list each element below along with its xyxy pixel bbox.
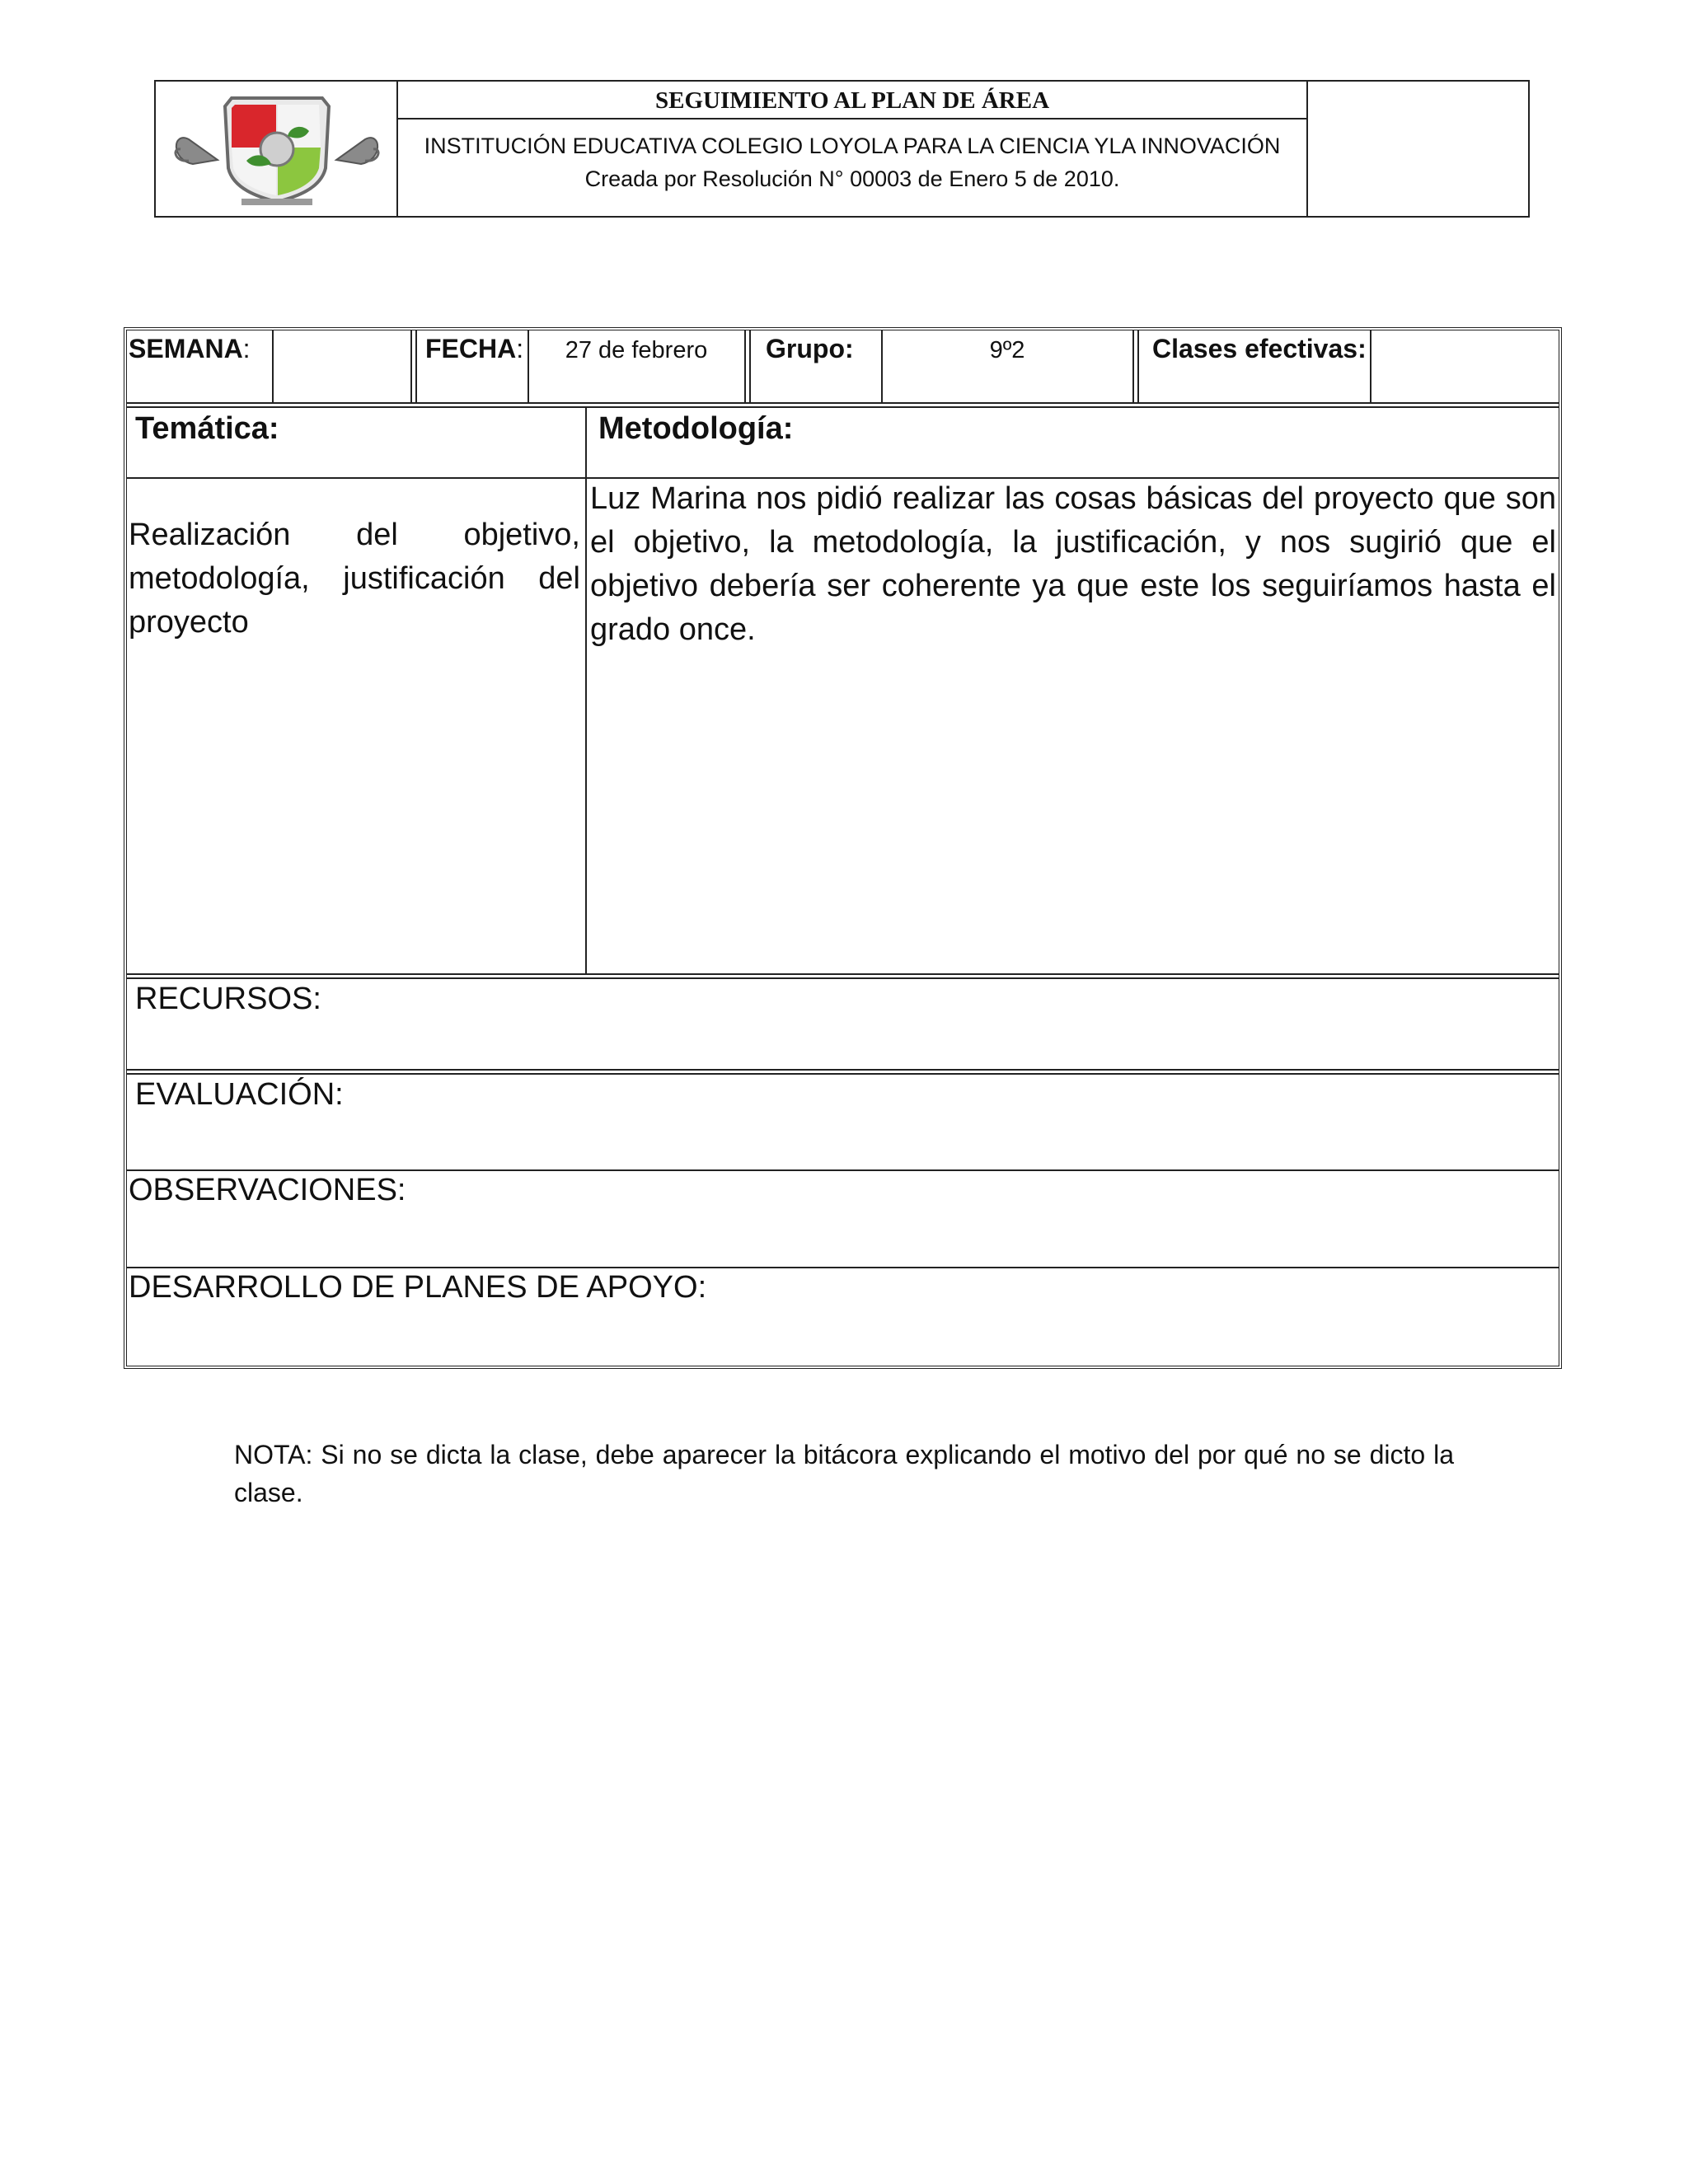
recursos-label: RECURSOS:: [135, 982, 321, 1016]
school-crest-icon: [156, 82, 398, 216]
metodologia-label: Metodología:: [598, 411, 794, 446]
observaciones-label: OBSERVACIONES:: [129, 1173, 406, 1207]
desarrollo-planes-label: DESARROLLO DE PLANES DE APOYO:: [129, 1270, 707, 1305]
metodologia-text: Luz Marina nos pidió realizar las cosas básicas del proyecto que son el objetivo, la metodología, la justificación, y nos sugirió que el objetivo debería ser coherente ya que este los seguiríamos hasta el grado once.: [590, 481, 1556, 647]
document-title: SEGUIMIENTO AL PLAN DE ÁREA: [398, 82, 1306, 120]
fecha-label: FECHA:: [425, 334, 524, 363]
document-header: [154, 80, 1530, 218]
resolution-line: Creada por Resolución N° 00003 de Enero 5 de 2010.: [584, 166, 1120, 191]
logo-cell: [156, 82, 398, 216]
institution-name: INSTITUCIÓN EDUCATIVA COLEGIO LOYOLA PARA LA CIENCIA YLA INNOVACIÓN: [424, 134, 1281, 158]
evaluacion-label: EVALUACIÓN:: [135, 1077, 344, 1112]
fecha-value: 27 de febrero: [565, 337, 708, 363]
tracking-form: [124, 327, 1562, 1369]
tematica-label: Temática:: [135, 411, 279, 446]
semana-label: SEMANA:: [129, 334, 251, 363]
clases-efectivas-label: Clases efectivas:: [1152, 334, 1367, 363]
tematica-text: Realización del objetivo, metodología, justificación del proyecto: [129, 518, 580, 640]
grupo-label: Grupo:: [766, 334, 854, 363]
institution-info: [398, 129, 1306, 195]
header-text-cell: [398, 82, 1308, 216]
grupo-value: 9º2: [989, 337, 1025, 363]
footer-note: NOTA: Si no se dicta la clase, debe aparecer la bitácora explicando el motivo del por qué no se dicto la clase.: [234, 1440, 1454, 1507]
header-blank-cell: [1308, 82, 1528, 216]
